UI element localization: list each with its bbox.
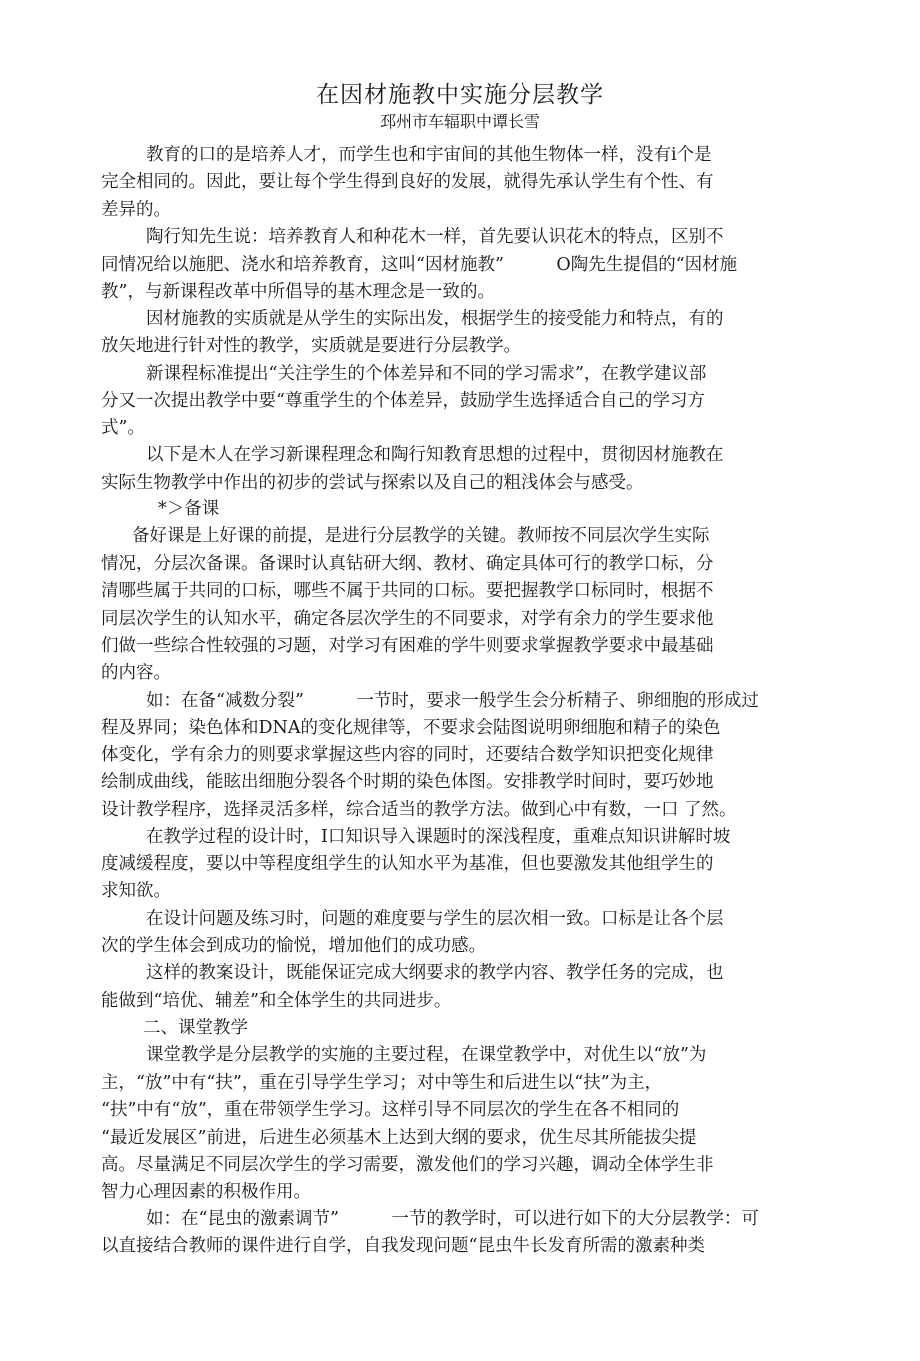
text-line: 陶行知先生说：培养教育人和种花木一样，首先要认识花木的特点，区别不	[146, 227, 724, 247]
text-line: 智力心理因素的积极作用。	[101, 1182, 311, 1202]
text-line: 次的学生体会到成功的愉悦，增加他们的成功感。	[101, 936, 486, 956]
text-line: 以直接结合教师的课件进行自学，自我发现问题“昆虫牛长发育所需的激素种类	[101, 1236, 705, 1256]
section-heading: 二、课堂教学	[143, 1018, 248, 1038]
text-line: “扶”中有“放”，重在带领学生学习。这样引导不同层次的学生在各不相同的	[101, 1100, 680, 1120]
text-line: 新课程标准提出“关注学生的个体差异和不同的学习需求”，在教学建议部	[146, 364, 707, 384]
text-line: 的内容。	[101, 663, 171, 683]
text-line: 如：在备“减数分裂” 一节时，要求一般学生会分析精子、卵细胞的形成过	[146, 691, 759, 711]
text-line: 这样的教案设计，既能保证完成大纲要求的教学内容、教学任务的完成，也	[146, 963, 724, 983]
text-line: 放矢地进行针对性的教学，实质就是要进行分层教学。	[101, 336, 521, 356]
text-line: 备好课是上好课的前提，是进行分层教学的关键。教师按不同层次学生实际	[132, 526, 710, 546]
text-line: 体变化，学有余力的则要求掌握这些内容的同时，还要结合数学知识把变化规律	[101, 745, 714, 765]
author-line: 邳州市车辐职中谭长雪	[379, 112, 540, 131]
text-line: 们做一些综合性较强的习题，对学习有困难的学牛则要求掌握教学要求中最基础	[101, 636, 714, 656]
text-line: 教育的口的是培养人才，而学生也和宇宙间的其他生物体一样，没有i个是	[146, 145, 712, 165]
text-line: 能做到“培优、辅差”和全体学生的共同进步。	[101, 991, 452, 1011]
text-line: 如：在“昆虫的激素调节” 一节的教学时，可以进行如下的大分层教学：可	[146, 1209, 759, 1229]
text-line: 清哪些属于共同的口标，哪些不属于共同的口标。要把握教学口标同时，根据不	[101, 581, 714, 601]
text-line: 分又一次提出教学中要“尊重学生的个体差异，鼓励学生选择适合自己的学习方	[101, 391, 705, 411]
text-line: 教”，与新课程改革中所倡导的基木理念是一致的。	[101, 282, 495, 302]
text-line: 以下是木人在学习新课程理念和陶行知教育思想的过程中，贯彻因材施教在	[146, 445, 724, 465]
text-line: 在设计问题及练习时，问题的难度要与学生的层次相一致。口标是让各个层	[146, 909, 724, 929]
text-line: 因材施教的实质就是从学生的实际出发，根据学生的接受能力和特点，有的	[146, 309, 724, 329]
text-line: 绘制成曲线，能眩出细胞分裂各个时期的染色体图。安排教学时间时，要巧妙地	[101, 772, 714, 792]
text-line: 实际生物教学中作出的初步的尝试与探索以及自己的粗浅体会与感受。	[101, 473, 644, 493]
text-line: 课堂教学是分层教学的实施的主要过程，在课堂教学中，对优生以“放”为	[146, 1045, 707, 1065]
text-line: 式”。	[101, 418, 145, 438]
section-heading: *＞备课	[158, 499, 220, 519]
text-line: 同情况给以施肥、浇水和培养教育，这叫“因材施教” O陶先生提倡的“因材施	[101, 255, 738, 275]
text-line: 高。尽量满足不同层次学生的学习需要，激发他们的学习兴趣，调动全体学生非	[101, 1155, 714, 1175]
text-line: 主，“放”中有“扶”，重在引导学生学习；对中等生和后进生以“扶”为主，	[101, 1073, 663, 1093]
document-title: 在因材施教中实施分层教学	[316, 82, 604, 108]
text-line: 情况，分层次备课。备课时认真钻研大纲、教材、确定具体可行的教学口标，分	[101, 554, 714, 574]
text-line: 度减缓程度，要以中等程度组学生的认知水平为基准，但也要激发其他组学生的	[101, 854, 714, 874]
text-line: 求知欲。	[101, 881, 171, 901]
text-line: 程及界同；染色体和DNA的变化规律等，不要求会陆图说明卵细胞和精子的染色	[101, 718, 721, 738]
text-line: 设计教学程序，选择灵活多样，综合适当的教学方法。做到心中有数，一口 了然。	[101, 800, 737, 820]
text-line: 差异的。	[101, 200, 171, 220]
text-line: 在教学过程的设计时，I口知识导入课题时的深浅程度，重难点知识讲解时坡	[146, 827, 731, 847]
text-line: “最近发展区”前进，后进生必须基木上达到大纲的要求，优生尽其所能拔尖提	[101, 1128, 697, 1148]
text-line: 同层次学生的认知水平，确定各层次学生的不同要求，对学有余力的学生要求他	[101, 609, 714, 629]
text-line: 完全相同的。因此，要让每个学生得到良好的发展，就得先承认学生有个性、有	[101, 172, 714, 192]
